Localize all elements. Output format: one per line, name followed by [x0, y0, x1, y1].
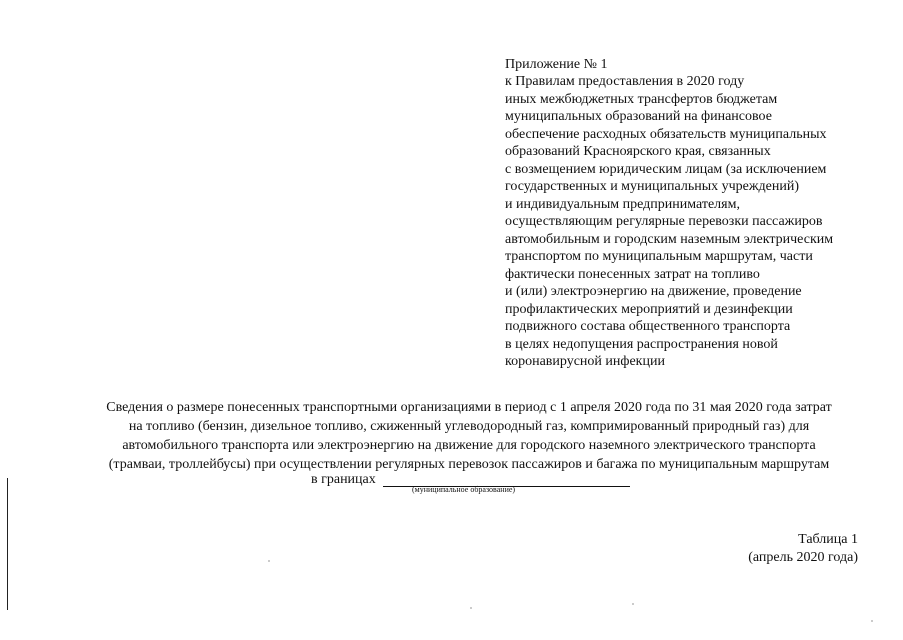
document-heading [55, 398, 883, 474]
heading-line: (трамваи, троллейбусы) при осуществлении регулярных перевозок пассажиров и багажа по муниципальным маршрутам [108, 457, 830, 472]
appendix-line: образований Красноярского края, связанных [505, 144, 771, 159]
appendix-line: в целях недопущения распространения новой [505, 336, 778, 352]
heading-line: на топливо (бензин, дизельное топливо, сжиженный углеводородный газ, компримированный природный газ) для [128, 419, 810, 434]
appendix-line: подвижного состава общественного транспорта [505, 319, 791, 334]
appendix-line: государственных и муниципальных учреждений) [505, 179, 800, 194]
appendix-line: осуществляющим регулярные перевозки пассажиров [505, 214, 823, 229]
appendix-line: иных межбюджетных трансфертов бюджетам [505, 91, 778, 107]
appendix-line: автомобильным и городским наземным электрическим [505, 231, 834, 247]
appendix-line: коронавирусной инфекции [505, 354, 665, 369]
appendix-title: Приложение № 1 [505, 57, 608, 72]
table-label [748, 531, 858, 567]
appendix-line: транспортом по муниципальным маршрутам, части [505, 249, 813, 264]
borders-label: в границах [311, 472, 376, 487]
scan-speck [632, 603, 634, 605]
appendix-line: профилактических мероприятий и дезинфекции [505, 301, 793, 317]
scan-speck [871, 620, 873, 622]
scan-speck [268, 560, 270, 562]
appendix-line: и индивидуальным предпринимателям, [505, 196, 740, 212]
heading-line: Сведения о размере понесенных транспортными организациями в период с 1 апреля 2020 года по 31 мая 2020 года затрат [106, 400, 832, 415]
appendix-line: к Правилам предоставления в 2020 году [505, 74, 745, 89]
municipality-caption: (муниципальное образование) [412, 485, 516, 494]
scan-edge-line [7, 478, 8, 610]
appendix-block [505, 57, 895, 371]
appendix-line: и (или) электроэнергию на движение, проведение [505, 284, 802, 299]
appendix-text [505, 73, 895, 371]
appendix-line: муниципальных образований на финансовое [505, 109, 772, 124]
appendix-line: с возмещением юридическим лицам (за исключением [505, 161, 827, 177]
table-period: (апрель 2020 года) [748, 550, 858, 565]
heading-line: автомобильного транспорта или электроэнергию на движение для городского наземного электрического транспорта [122, 438, 816, 453]
scan-speck [470, 607, 472, 609]
appendix-line: фактически понесенных затрат на топливо [505, 266, 760, 282]
appendix-line: обеспечение расходных обязательств муниципальных [505, 126, 827, 142]
table-number: Таблица 1 [798, 532, 858, 547]
